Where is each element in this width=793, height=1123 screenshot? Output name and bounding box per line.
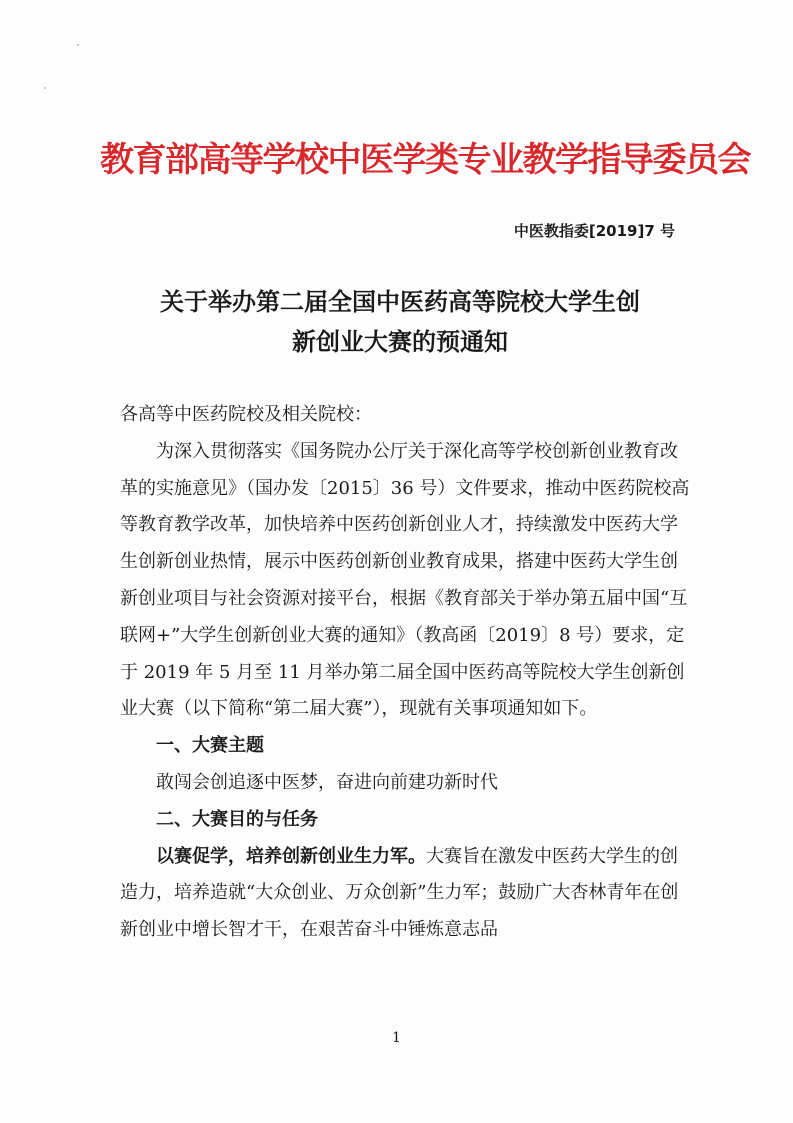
- document-title: [105, 282, 695, 362]
- section-2-paragraph: [120, 839, 690, 949]
- document-number: 中医教指委[2019]7 号: [513, 222, 675, 240]
- document-body: [120, 397, 690, 949]
- title-line-1: 关于举办第二届全国中医药高等院校大学生创: [160, 288, 640, 316]
- section-1-heading: 一、大赛主题: [156, 735, 264, 757]
- section-2-heading: 二、大赛目的与任务: [156, 808, 318, 830]
- salutation: 各高等中医药院校及相关院校：: [120, 404, 372, 425]
- scan-speck: [44, 87, 46, 89]
- section-2-lead: 以赛促学，培养创新创业生力军。: [156, 845, 426, 867]
- issuing-organization-header: 教育部高等学校中医学类专业教学指导委员会: [100, 140, 750, 180]
- scan-speck: [77, 44, 79, 46]
- intro-paragraph: 为深入贯彻落实《国务院办公厅关于深化高等学校创新创业教育改革的实施意见》（国办发〔2015〕36 号）文件要求，推动中医药院校高等教育教学改革，加快培养中医药创新创业人才，持续激发中医药大学生创新创业热情，展示中医药创新创业教育成果，搭建中医药大学生创新创业项目与社会资源对接平台，根据《教育部关于举办第五届中国“互联网+”大学生创新创业大赛的通知》（教高函〔2019〕8 号）要求，定于 2019 年 5 月至 11 月举办第二届全国中医药高等院校大学生创新创业大赛（以下简称“第二届大赛”），现就有关事项通知如下。: [120, 440, 690, 720]
- page-number: 1: [392, 1030, 401, 1046]
- title-line-2: 新创业大赛的预通知: [292, 328, 508, 356]
- section-1-text: 敢闯会创追逐中医梦，奋进向前建功新时代: [156, 771, 498, 793]
- section-2-text: 大赛旨在激发中医药大学生的创造力，培养造就“大众创业、万众创新”生力军；鼓励广大杏林青年在创新创业中增长智才干，在艰苦奋斗中锤炼意志品: [120, 845, 679, 941]
